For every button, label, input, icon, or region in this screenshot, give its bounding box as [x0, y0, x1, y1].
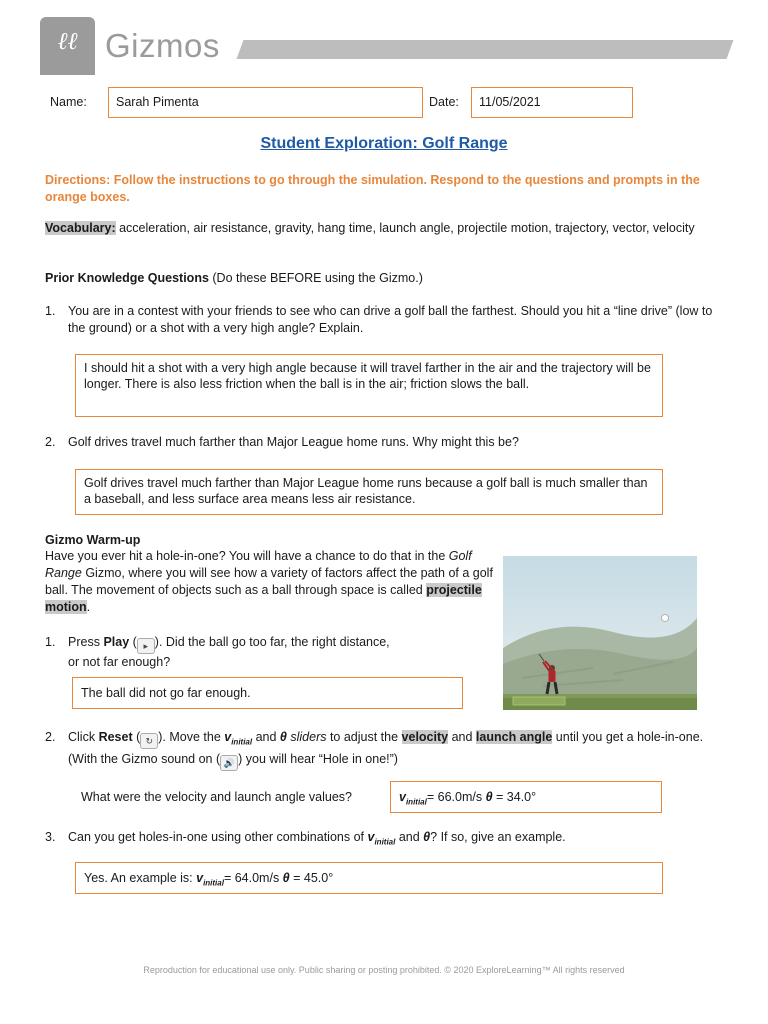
answer3-angle: = 45.0° — [289, 871, 334, 885]
answer3-velocity: = 64.0m/s — [223, 871, 283, 885]
warmup-q2-part3: to adjust the — [326, 730, 402, 744]
warmup-q2-velocity: velocity — [401, 730, 449, 744]
header-bar — [237, 40, 734, 59]
warmup-intro-highlight: projectile motion — [45, 583, 482, 614]
warmup-q2-part4: and — [448, 730, 476, 744]
vocabulary-label: Vocabulary: — [45, 221, 116, 235]
directions-text: Directions: Follow the instructions to go through the simulation. Respond to the questions and prompts in the orange boxes. — [45, 173, 700, 204]
answer-box-prior-1[interactable]: I should hit a shot with a very high angle because it will travel farther in the air and the trajectory will be longer. There is also less friction when the ball is in the air; friction slows the ball. — [75, 354, 663, 417]
warmup-q2-vsub: initial — [231, 737, 253, 747]
vocabulary-terms: acceleration, air resistance, gravity, hang time, launch angle, projectile motion, trajectory, vector, velocity — [115, 221, 695, 235]
answer3-vsub: initial — [203, 878, 224, 888]
play-icon[interactable]: ▸ — [137, 638, 155, 654]
warmup-heading: Gizmo Warm-up — [45, 533, 141, 547]
answer2-angle: = 34.0° — [492, 790, 537, 804]
warmup-q3-text — [68, 829, 723, 851]
warmup-q1-part3: or not far enough? — [68, 655, 171, 669]
warmup-q3-vsub: initial — [374, 837, 396, 847]
warmup-q2-launch-angle: launch angle — [475, 730, 553, 744]
warmup-q3-v: v — [367, 830, 375, 844]
warmup-q2-part5: until you get a hole-in-one. (With the Gizmo sound on ( — [68, 730, 704, 766]
answer2-vsub: initial — [405, 797, 427, 807]
warmup-q2-part6: ) you will hear “Hole in one!”) — [238, 751, 398, 766]
warmup-q2-reset-word: Reset — [98, 730, 133, 744]
warmup-q3-and: and — [395, 830, 424, 844]
warmup-q1-paren: ( — [129, 635, 137, 649]
answer2-theta: θ — [485, 790, 493, 804]
warmup-q2-sliders: sliders — [286, 730, 327, 744]
answer3-prefix: Yes. An example is: — [84, 871, 197, 885]
warmup-q1-number: 1. — [45, 635, 56, 649]
warmup-intro-part2: Gizmo, where you will see how a variety of factors affect the path of a golf ball. The movement of objects such as a ball through space is called — [45, 566, 493, 597]
answer3-theta: θ — [282, 871, 290, 885]
logo-mark: ℓℓ — [57, 27, 78, 55]
vocabulary — [45, 220, 725, 237]
answer-box-warmup-3[interactable] — [75, 862, 663, 894]
prior-heading: Prior Knowledge Questions — [45, 271, 209, 285]
date-field[interactable]: 11/05/2021 — [471, 87, 633, 118]
q2-number: 2. — [45, 435, 56, 449]
warmup-q3-theta: θ — [423, 830, 431, 844]
prior-note: (Do these BEFORE using the Gizmo.) — [208, 271, 423, 285]
warmup-q3-number: 3. — [45, 830, 56, 844]
golf-range-image — [503, 556, 697, 710]
answer3-v: v — [196, 871, 204, 885]
warmup-q1-play-word: Play — [103, 635, 130, 649]
prior-knowledge-heading — [45, 270, 725, 287]
warmup-q2-v: v — [224, 730, 232, 744]
warmup-q2-part2: ). Move the — [158, 730, 225, 744]
warmup-q1-part1: Press — [68, 635, 104, 649]
warmup-q1-text — [68, 634, 488, 671]
warmup-q2-prompt: What were the velocity and launch angle values? — [81, 790, 352, 804]
warmup-intro-part1: Have you ever hit a hole-in-one? You will have a chance to do that in the — [45, 549, 449, 563]
q2-text: Golf drives travel much farther than Major League home runs. Why might this be? — [68, 435, 519, 449]
answer-box-warmup-1[interactable]: The ball did not go far enough. — [72, 677, 463, 709]
answer2-v: v — [399, 790, 406, 804]
warmup-q2-and: and — [252, 730, 280, 744]
q1-text: You are in a contest with your friends to see who can drive a golf ball the farthest. Should you hit a “line drive” (low to the ground) or a shot with a very high angle? Explain. — [68, 304, 713, 335]
reset-icon[interactable]: ↻ — [140, 733, 158, 749]
q1-number: 1. — [45, 304, 56, 318]
warmup-q2-theta: θ — [279, 730, 287, 744]
name-field[interactable]: Sarah Pimenta — [108, 87, 423, 118]
warmup-q2-number: 2. — [45, 730, 56, 744]
warmup-intro-italic: Golf Range — [45, 549, 472, 580]
name-label: Name: — [50, 95, 87, 109]
warmup-intro-end: . — [86, 600, 91, 614]
sound-icon[interactable]: 🔊 — [220, 755, 238, 771]
brand-name: Gizmos — [105, 27, 220, 64]
page-title: Student Exploration: Golf Range — [260, 135, 508, 152]
warmup-q3-part1: Can you get holes-in-one using other combinations of — [68, 830, 368, 844]
golf-range-illustration — [503, 556, 697, 710]
answer2-velocity: = 66.0m/s — [426, 790, 486, 804]
answer-box-warmup-2[interactable] — [390, 781, 662, 813]
warmup-q3-part2: ? If so, give an example. — [430, 830, 566, 844]
date-label: Date: — [429, 95, 459, 109]
warmup-q2-paren: ( — [132, 730, 141, 744]
warmup-q2-part1: Click — [68, 730, 99, 744]
warmup-q2-text — [68, 729, 723, 771]
warmup-q1-part2: ). Did the ball go too far, the right distance, — [154, 635, 390, 649]
footer-notice: Reproduction for educational use only. Public sharing or posting prohibited. © 2020 ExploreLearning™ All rights reserved — [143, 965, 625, 975]
warmup-intro — [45, 548, 497, 616]
answer-box-prior-2[interactable]: Golf drives travel much farther than Major League home runs because a golf ball is much smaller than a baseball, and less surface area means less air resistance. — [75, 469, 663, 515]
